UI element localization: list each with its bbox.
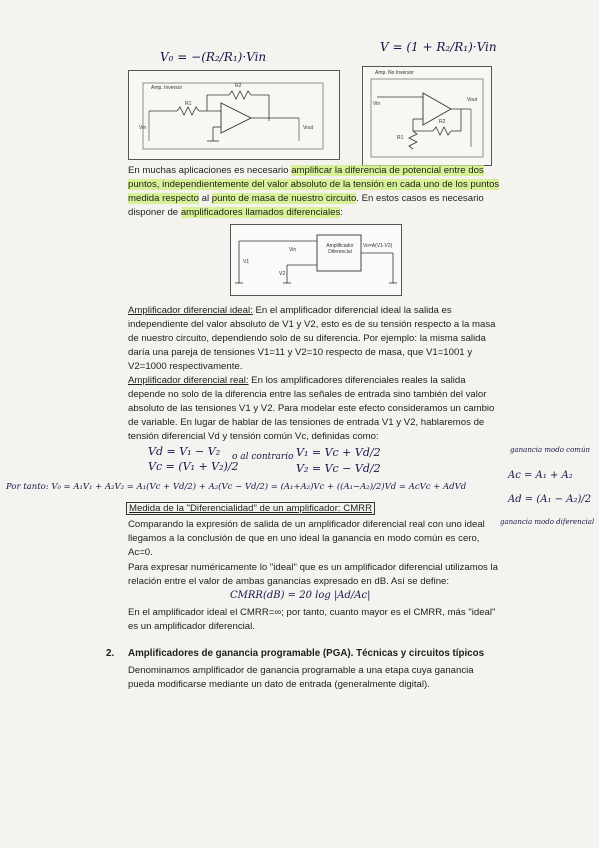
diff-block-label: Amplificador Diferencial [326, 243, 354, 255]
inverter-vout-label: Vout [303, 125, 314, 131]
handwritten-contrario: o al contrario [232, 452, 294, 462]
expresar-paragraph: Para expresar numéricamente lo "ideal" que es un amplificador diferencial utilizamos la relación entre el valor de ambas ganancias expresado en dB. Así se define: [128, 562, 498, 587]
handwritten-cmrr: CMRR(dB) = 20 log |Ad/Ac| [230, 590, 371, 601]
handwritten-inverter-formula: V₀ = −(R₂/R₁)·Vin [160, 50, 267, 64]
inverter-r2-label: R2 [235, 83, 242, 89]
ideal-amplifier-paragraph: Amplificador diferencial ideal: En el amplificador diferencial ideal la salida es independiente del valor absoluto de V1 y V2, esto es de su tensión respecto a la masa de nuestro circuito, dependiendo solo de su diferencia. Por ejemplo: la misma salida daría una pareja de tensiones V1=11 y V2=10 respecto de masa, que V1=1001 y V2=1000 respectivamente. [128, 305, 496, 372]
section-2-title: Amplificadores de ganancia programable (PGA). Técnicas y circuitos típicos [128, 648, 485, 659]
handwritten-noninverter-formula: V = (1 + R₂/R₁)·Vin [380, 40, 497, 54]
noninverter-r1-label: R1 [397, 135, 404, 141]
handwritten-vd: Vd = V₁ − V₂ [148, 445, 221, 458]
ideal-cmrr-paragraph: En el amplificador ideal el CMRR=∞; por tanto, cuanto mayor es el CMRR, más "ideal" es un amplificador diferencial. [128, 607, 496, 632]
handwritten-v1: V₁ = Vc + Vd/2 [296, 446, 381, 459]
diff-v1-label: V1 [243, 259, 250, 265]
diff-v2-label: V2 [279, 271, 286, 277]
noninverter-circuit-diagram [363, 67, 491, 165]
section-2-body: Denominamos amplificador de ganancia programable a una etapa cuya ganancia pueda modificarse mediante un dato de entrada (generalmente digital). [128, 665, 474, 690]
inverter-circuit-figure [128, 70, 340, 160]
handwritten-ac: Ac = A₁ + A₂ [508, 470, 573, 481]
inverter-vin-label: Vin [139, 125, 147, 131]
medida-paragraph: Comparando la expresión de salida de un amplificador diferencial real con uno ideal llegamos a la conclusión de que en uno ideal la ganancia en modo común es cero, Ac=0. [128, 519, 485, 558]
section-2-number: 2. [106, 648, 115, 659]
noninverter-r2-label: R2 [439, 119, 446, 125]
handwritten-vc: Vc = (V₁ + V₂)/2 [148, 460, 239, 473]
noninverter-vout-label: Vout [467, 97, 478, 103]
noninverter-circuit-figure [362, 66, 492, 166]
handwritten-v2: V₂ = Vc − Vd/2 [296, 462, 381, 475]
differential-amp-diagram [231, 225, 401, 295]
noninverter-vin-label: Vin [373, 101, 381, 107]
handwritten-ganancia-dif: ganancia modo diferencial [500, 518, 595, 526]
inverter-title: Amp. Inversor [151, 85, 183, 91]
intro-paragraph: En muchas aplicaciones es necesario amplificar la diferencia de potencial entre dos puntos, independientemente del valor absoluto de la tensión en cada uno de los puntos medida respecto al punto de masa de nuestro circuito. En estos casos es necesario disponer de amplificadores llamados diferenciales: [128, 165, 500, 218]
inverter-r1-label: R1 [185, 101, 192, 107]
handwritten-ad: Ad = (A₁ − A₂)/2 [508, 494, 592, 505]
noninverter-title: Amp. No Inversor [375, 70, 414, 76]
differential-amp-figure [230, 224, 402, 296]
diff-vin-label: Vin [289, 247, 297, 253]
real-amplifier-paragraph: Amplificador diferencial real: En los amplificadores diferenciales reales la salida depende no solo de la diferencia entre las señales de entrada sino también del valor absoluto de las tensiones V1 y V2. Para modelar este efecto consideramos un cambio de variable. En lugar de hablar de las tensiones de entrada V1 y V2, hablaremos de tensión diferencial Vd y tensión común Vc, definidas como: [128, 375, 495, 442]
handwritten-ganancia-comun: ganancia modo común [510, 446, 590, 454]
diff-vout-label: Vo=A(V1-V2) [363, 243, 393, 249]
handwritten-por-tanto: Por tanto: V₀ = A₁V₁ + A₂V₂ = A₁(Vc + Vd/2) + A₂(Vc − Vd/2) = (A₁+A₂)Vc + ((A₁−A₂)/2)Vd = AcVc + AdVd [6, 482, 467, 492]
medida-heading: Medida de la "Diferencialidad" de un amplificador: CMRR [126, 502, 375, 515]
